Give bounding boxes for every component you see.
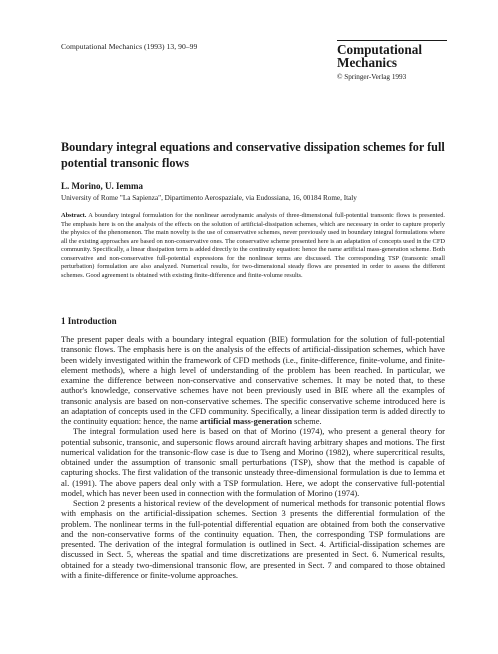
journal-title-line1: Computational xyxy=(337,42,422,57)
journal-title-line2: Mechanics xyxy=(337,55,398,70)
article-title: Boundary integral equations and conservative dissipation schemes for full potential transonic flows xyxy=(61,140,445,170)
paragraph-1-bold-term: artificial mass-generation xyxy=(199,416,293,426)
author-affiliation: University of Rome "La Sapienza", Dipartimento Aerospaziale, via Eudossiana, 16, 00184 Rome, Italy xyxy=(61,194,357,202)
abstract-text: A boundary integral formulation for the nonlinear aerodynamic analysis of three-dimensional full-potential transonic flows is presented. The emphasis here is on the analysis of the effects on the solution of artificial-dissipation schemes, which are necessary in order to capture properly the physics of the phenomenon. The main novelty is the use of conservative schemes, never previously used in boundary integral formulations where all the existing approaches are based on non-conservative ones. The conservative scheme presented here is an adaptation of concepts used in the CFD community. Specifically, a linear dissipation term is added directly to the continuity equation: hence the name artificial mass-generation scheme. Both conservative and non-conservative full-potential expressions for the nonlinear terms are discussed. The corresponding TSP (transonic small perturbation) formulation are also analyzed. Numerical results, for two-dimensional steady flows are presented in order to assess the different schemes. Good agreement is obtained with existing finite-difference and finite-volume results. xyxy=(61,212,445,279)
abstract-label: Abstract. xyxy=(61,212,87,219)
journal-reference: Computational Mechanics (1993) 13, 90–99 xyxy=(61,42,198,51)
section-heading-introduction: 1 Introduction xyxy=(61,316,117,326)
paragraph-2: The integral formulation used here is based on that of Morino (1974), who present a general theory for potential subsonic, transonic, and supersonic flows around aircraft having arbitrary shapes and motions. The first numerical validation for the transonic-flow case is due to Tseng and Morino (1982), where supercritical results, obtained under the assumption of transonic small perturbations (TSP), show that the method is capable of capturing shocks. The first validation of the transonic unsteady three-dimensional formulation is due to Iemma et al. (1991). The above papers deal only with a TSP formulation. Here, we adopt the conservative full-potential model, which has never been used in connection with the formulation of Morino (1974). xyxy=(61,426,445,498)
publisher-copyright: © Springer-Verlag 1993 xyxy=(337,73,407,81)
introduction-body xyxy=(61,334,445,580)
paragraph-1-text: The present paper deals with a boundary integral equation (BIE) formulation for the solution of full-potential transonic flows. The emphasis here is on the analysis of the effects of artificial-dissipation schemes, which have been widely investigated within the framework of CFD methods (i.e., finite-difference, finite-volume, and finite-element methods), where a high level of understanding of the problem has been reached. In particular, we examine the difference between non-conservative and conservative schemes. It may be noted that, to these author's knowledge, conservative schemes have not been previously used in BIE where all the examples of transonic analysis are based on non-conservative schemes. The specific conservative scheme introduced here is an adaptation of concepts used in the CFD community. Specifically, a linear dissipation term is added directly to the continuity equation: hence, the name xyxy=(61,334,445,426)
paragraph-3: Section 2 presents a historical review of the development of numerical methods for transonic potential flows with emphasis on the artificial-dissipation schemes. Section 3 presents the differential formulation of the problem. The nonlinear terms in the full-potential differential equation are obtained from both the conservative and the non-conservative forms of the continuity equation. Then, the corresponding TSP formulations are presented. The derivation of the integral formulation is outlined in Sect. 4. Artificial-dissipation schemes are discussed in Sect. 5, whereas the spatial and time discretizations are presented in Sect. 6. Numerical results, obtained for a steady two-dimensional transonic flow, are presented in Sect. 7 and compared to those obtained with a finite-difference or finite-volume approaches. xyxy=(61,498,445,580)
article-authors: L. Morino, U. Iemma xyxy=(61,181,143,191)
paragraph-1-end: scheme. xyxy=(292,416,322,426)
masthead-rule xyxy=(337,40,447,41)
journal-masthead xyxy=(337,40,447,81)
paragraph-1 xyxy=(61,334,445,426)
abstract xyxy=(61,212,445,280)
